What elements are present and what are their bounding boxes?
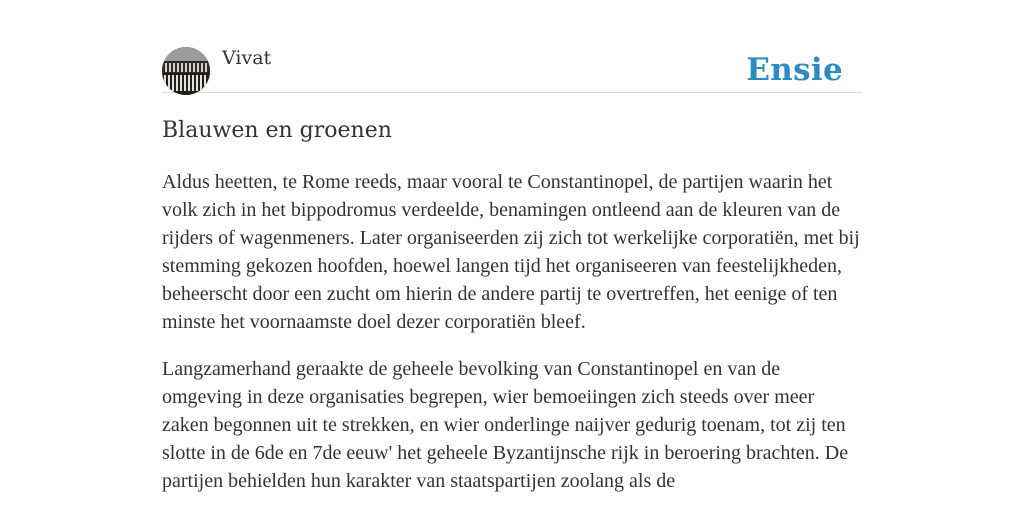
article-header — [162, 46, 862, 93]
article-paragraph: Langzamerhand geraakte de geheele bevolking van Constantinopel en van de omgeving in deze organisaties begrepen, wier bemoeiingen zich steeds over meer zaken begonnen uit te strekken, en wier onderlinge naijver gedurig toenam, tot zij ten slotte in de 6de en 7de eeuw' het geheele Byzantijnsche rijk in beroering brachten. De partijen behielden hun karakter van staatspartijen zoolang als de — [162, 358, 849, 492]
ensie-logo[interactable]: Ensie — [746, 52, 843, 88]
article-body — [162, 168, 862, 512]
article-paragraph: Aldus heetten, te Rome reeds, maar vooral te Constantinopel, de partijen waarin het volk zich in het bippodromus verdeelde, benamingen ontleend aan de kleuren van de rijders of wagenmeners. Later organiseerden zij zich tot werkelijke corporatiën, met bij stemming gekozen hoofden, hoewel langen tijd het organiseeren van feestelijkheden, beheerscht door een zucht om hierin de andere partij te overtreffen, het eenige of ten minste het voornaamste doel dezer corporatiën bleef. — [162, 171, 860, 333]
author-name[interactable]: Vivat — [222, 47, 272, 69]
author-avatar[interactable] — [162, 47, 210, 95]
typewriter-avatar-icon — [162, 47, 210, 95]
article-title: Blauwen en groenen — [162, 118, 392, 143]
